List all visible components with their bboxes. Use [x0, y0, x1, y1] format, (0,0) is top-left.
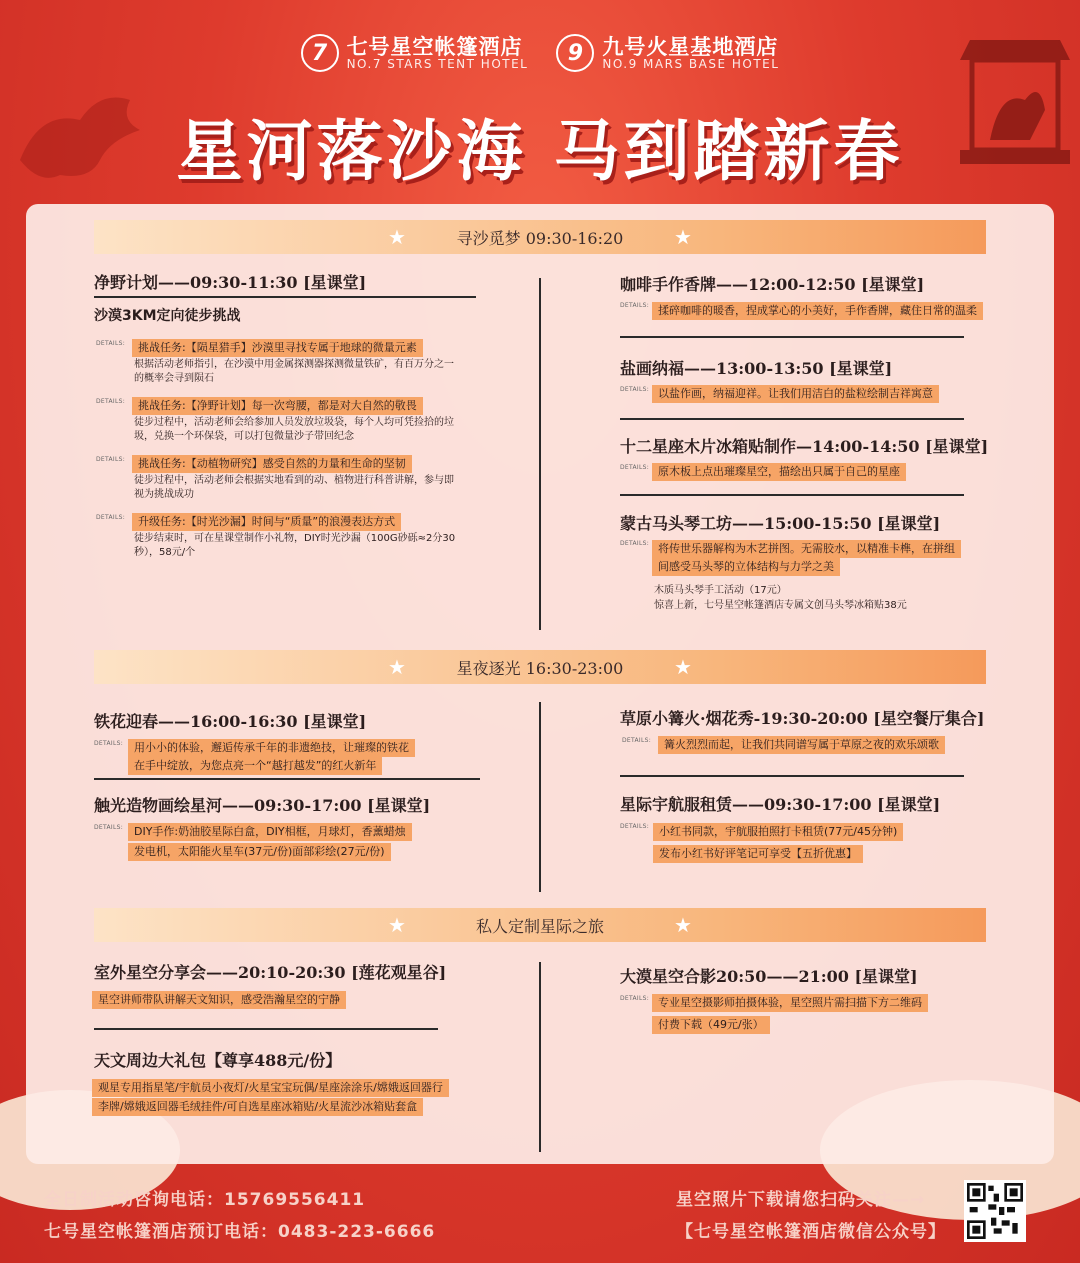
details-label: DETAILS: [620, 823, 650, 830]
section-title: 私人定制星际之旅 [475, 916, 604, 936]
event-title: 铁花迎春——16:00-16:30 [星课堂] [94, 712, 367, 731]
star-icon: ★ [388, 655, 406, 679]
task-highlight: 升级任务:【时光沙漏】时间与“质量”的浪漫表达方式 [132, 513, 401, 531]
event-note: 木质马头琴手工活动（17元） [654, 585, 787, 596]
column-divider [539, 702, 541, 892]
event-highlight: 观星专用指星笔/宇航员小夜灯/火星宝宝玩偶/星座涂涂乐/嫦娥返回器行 [92, 1079, 449, 1097]
qr-code-icon[interactable] [964, 1180, 1026, 1242]
column-divider [539, 278, 541, 630]
booking-phone: 七号星空帐篷酒店预订电话：0483-223-6666 [44, 1222, 436, 1242]
details-label: DETAILS: [620, 302, 650, 309]
event-highlight: 专业星空摄影师拍摄体验，星空照片需扫描下方二维码 [652, 994, 928, 1012]
event-highlight: 付费下载（49元/张） [652, 1016, 770, 1034]
details-label: DETAILS: [620, 464, 650, 471]
hotel-name-en: NO.7 STARS TENT HOTEL [346, 56, 529, 71]
details-label: DETAILS: [622, 737, 652, 744]
hotel-name-cn: 七号星空帐篷酒店 [346, 34, 523, 59]
details-label: DETAILS: [96, 456, 126, 463]
task-highlight: 挑战任务:【净野计划】每一次弯腰，都是对大自然的敬畏 [132, 397, 423, 415]
event-title: 室外星空分享会——20:10-20:30 [莲花观星谷] [94, 963, 447, 982]
divider [620, 418, 964, 420]
event-highlight: 揉碎咖啡的暖香，捏成掌心的小美好，手作香牌，藏住日常的温柔 [652, 302, 983, 320]
details-label: DETAILS: [94, 824, 124, 831]
task-highlight: 挑战任务:【陨星猎手】沙漠里寻找专属于地球的微量元素 [132, 339, 423, 357]
details-label: DETAILS: [96, 514, 126, 521]
hotel-logo-7 [301, 34, 529, 72]
divider [620, 775, 964, 777]
task-text: 徒步过程中，活动老师会给参加人员发放垃圾袋，每个人均可凭捡拾的垃 [134, 417, 454, 428]
task-highlight: 挑战任务:【动植物研究】感受自然的力量和生命的坚韧 [132, 455, 412, 473]
hotel-logos [0, 34, 1080, 72]
section-bar [94, 650, 986, 684]
details-label: DETAILS: [96, 340, 126, 347]
task-text: 秒），58元/个 [134, 547, 196, 558]
event-title: 十二星座木片冰箱贴制作—14:00-14:50 [星课堂] [620, 437, 989, 456]
details-label: DETAILS: [96, 398, 126, 405]
event-highlight: 将传世乐器解构为木艺拼图。无需胶水，以精准卡榫，在拼组 [652, 540, 961, 558]
event-title: 净野计划——09:30-11:30 [星课堂] [94, 273, 367, 292]
divider [620, 494, 964, 496]
event-subtitle: 沙漠3KM定向徒步挑战 [94, 308, 241, 324]
page-title: 星河落沙海 马到踏新春 [176, 112, 904, 190]
event-title: 星际宇航服租赁——09:30-17:00 [星课堂] [620, 795, 941, 814]
footer-qr-hint [676, 1184, 946, 1248]
details-label: DETAILS: [620, 386, 650, 393]
event-highlight: 发布小红书好评笔记可享受【五折优惠】 [653, 845, 863, 863]
event-highlight: 原木板上点出璀璨星空，描绘出只属于自己的星座 [652, 463, 906, 481]
star-icon: ★ [674, 913, 692, 937]
task-text: 圾，兑换一个环保袋，可以打包微量沙子带回纪念 [134, 431, 354, 442]
hotel-number-badge: 9 [556, 34, 594, 72]
divider [94, 1028, 438, 1030]
qr-instruction: 星空照片下载请您扫码关注—→ [676, 1190, 926, 1210]
task-text: 徒步结束时，可在星课堂制作小礼物，DIY时光沙漏（100G砂砾≈2分30 [134, 533, 456, 544]
event-highlight: 以盐作画，纳福迎祥。让我们用洁白的盐粒绘制吉祥寓意 [652, 385, 939, 403]
event-highlight: 李牌/嫦娥返回器毛绒挂件/可自选星座冰箱贴/火星流沙冰箱贴套盒 [92, 1098, 423, 1116]
star-icon: ★ [674, 655, 692, 679]
details-label: DETAILS: [620, 995, 650, 1002]
event-highlight: 间感受马头琴的立体结构与力学之美 [652, 558, 840, 576]
footer-contact [44, 1184, 435, 1248]
task-text: 的概率会寻到陨石 [134, 373, 214, 384]
section-title: 星夜逐光 16:30-23:00 [456, 658, 624, 678]
task-text: 根据活动老师指引，在沙漠中用金属探测器探测微量铁矿，有百万分之一 [134, 359, 454, 370]
qr-account-name: 【七号星空帐篷酒店微信公众号】 [676, 1222, 946, 1242]
event-note: 惊喜上新，七号星空帐篷酒店专属文创马头琴冰箱贴38元 [654, 600, 907, 611]
section-bar [94, 220, 986, 254]
hotel-number-badge: 7 [301, 34, 339, 72]
event-highlight: 篝火烈烈而起，让我们共同谱写属于草原之夜的欢乐颂歌 [658, 736, 945, 754]
event-title: 触光造物画绘星河——09:30-17:00 [星课堂] [94, 796, 431, 815]
details-label: DETAILS: [620, 540, 650, 547]
star-icon: ★ [388, 913, 406, 937]
divider [94, 778, 480, 780]
task-text: 徒步过程中，活动老师会根据实地看到的动、植物进行科普讲解，参与即 [134, 475, 454, 486]
task-text: 视为挑战成功 [134, 489, 194, 500]
event-title: 蒙古马头琴工坊——15:00-15:50 [星课堂] [620, 514, 941, 533]
hotel-logo-9 [556, 34, 779, 72]
details-label: DETAILS: [94, 740, 124, 747]
event-title: 大漠星空合影20:50——21:00 [星课堂] [620, 967, 918, 986]
event-highlight: 星空讲师带队讲解天文知识，感受浩瀚星空的宁静 [92, 991, 346, 1009]
hotel-name-cn: 九号火星基地酒店 [602, 34, 779, 59]
star-icon: ★ [388, 225, 406, 249]
divider [94, 296, 476, 298]
column-divider [539, 962, 541, 1152]
star-icon: ★ [674, 225, 692, 249]
section-title: 寻沙觅梦 09:30-16:20 [456, 228, 624, 248]
event-highlight: 发电机，太阳能火星车(37元/份)面部彩绘(27元/份) [128, 843, 391, 861]
event-title: 天文周边大礼包【尊享488元/份】 [94, 1051, 342, 1070]
event-title: 咖啡手作香牌——12:00-12:50 [星课堂] [620, 275, 925, 294]
divider [620, 336, 964, 338]
consult-phone: 全日制活动咨询电话：15769556411 [44, 1190, 366, 1210]
event-highlight: DIY手作:奶油胶星际白盒，DIY相框，月球灯，香薰蜡烛 [128, 823, 412, 841]
event-highlight: 用小小的体验，邂逅传承千年的非遗绝技，让璀璨的铁花 [128, 739, 415, 757]
event-title: 草原小篝火·烟花秀-19:30-20:00 [星空餐厅集合] [620, 709, 985, 728]
event-title: 盐画纳福——13:00-13:50 [星课堂] [620, 359, 893, 378]
hotel-name-en: NO.9 MARS BASE HOTEL [602, 56, 780, 71]
event-highlight: 在手中绽放，为您点亮一个“越打越发”的红火新年 [128, 757, 382, 775]
event-highlight: 小红书同款，宇航服拍照打卡租赁(77元/45分钟) [653, 823, 903, 841]
section-bar [94, 908, 986, 942]
